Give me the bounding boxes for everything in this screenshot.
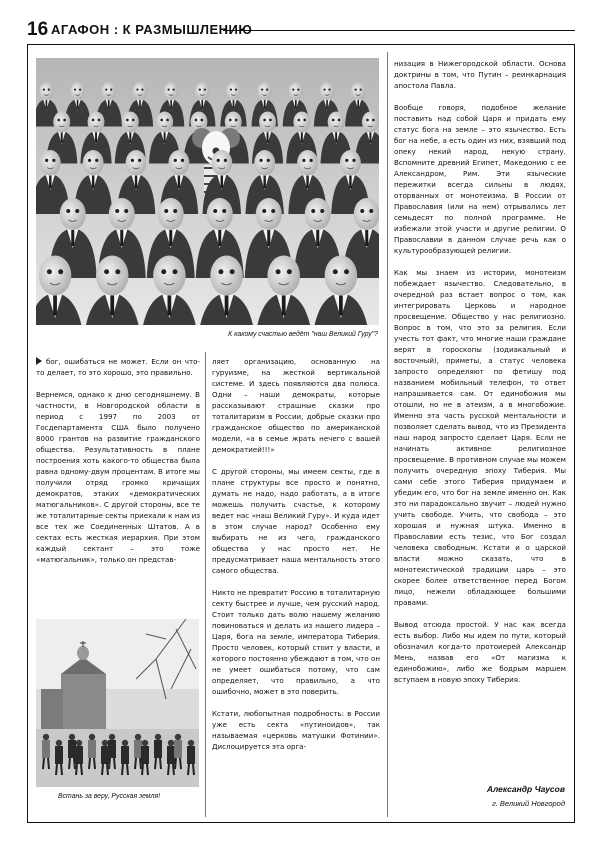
paragraph: ляет организацию, основанную на гуруизме, на жесткой вертикальной системе. И здесь появляются два полюса. Одни – наши демократы, которые рассказывают страшные сказки про тоталитаризм в России, добрые сказки про гражданское общество по американской модели, «а в семье жрать нечего с вашей демократией!!!» (212, 357, 380, 454)
paragraph: С другой стороны, мы имеем секты, где в плане структуры все просто и понятно, думать не надо, надо работать, а в итоге можешь получить счастье, к которому ведет нас «наш Великий Гуру». И куда идет в этом случае народ? Особенно ему выбирать не из чего, гражданского общества у нас просто нет. Не предусматривает наша ментальность этого самого общества. (212, 467, 380, 575)
continuation-marker-icon (36, 357, 42, 365)
crowd-illustration (36, 58, 379, 325)
author-name: Александр Чаусов (486, 784, 565, 794)
page-header (27, 18, 575, 44)
text-column-middle (212, 356, 380, 752)
paragraph: бог, ошибаться не может. Если он что-то делает, то это хорошо, это правильно. (36, 357, 200, 377)
procession-illustration (36, 619, 199, 787)
column-divider-left (205, 352, 206, 817)
paragraph: Вывод отсюда простой. У нас как всегда есть выбор. Либо мы идем по пути, который обозначил когда-то протоиерей Александр Мень, назвав его «От магизма к единобожию», либо же бодрым маршем вступаем в новую эпоху Тиберия. (394, 620, 566, 684)
paragraph: Вернемся, однако к дню сегодняшнему. В частности, в Новгородской области в период с 1997 по 2003 от Госдепартамента США было получено 8000 грантов на развитие гражданского общества. Результативность в плане построения хоть какого-то общества была равна одному-двум процентам. В итоге мы получили отряд громко кричащих демократов, этаких «демократических матюгальников». С другой стороны, все те же тоталитарные секты приехали к нам из все тех же Соединенных Штатов. А в сектах есть жесткая иерархия. При этом каждый сектант – это тоже «матюгальник», только он представ- (36, 390, 200, 564)
photo-bottom (36, 619, 199, 787)
paragraph: Никто не превратит Россию в тоталитарную секту быстрее и лучше, чем русский народ. Стоит только дать волю нашему желанию повиноваться и делать из нашего лидера – Царя, бога на земле, императора Тиберия. Просто человек, который стоит у власти, и которого постоянно убеждают в том, что он не умеет ошибаться потому, что сам определяет, что правильно, а что ошибочно, может в это поверить. (212, 588, 380, 696)
text-column-right (394, 58, 566, 685)
text-column-left (36, 356, 200, 565)
paragraph: низация в Нижегородской области. Основа доктрины в том, что Путин – реинкарнация апостола Павла. (394, 59, 566, 90)
header-rule (223, 30, 575, 31)
photo-top (36, 58, 379, 325)
paragraph: Вообще говоря, подобное желание поставить над собой Царя и придать ему статус бога на земле – это язычество. Есть бог на небе, а есть один из них, взявший под опеку некий народ, некую страну. Вспомните древний Египет, Македонию с ее Александром, Рим. Эти языческие пережитки всегда сильны в людях, оторванных от монотеизма. В России от Православия (или на нем) отрывались лет семьдесят по полной программе. Не избежали этой участи и другие религии. О Православии в данном случае речь как о культурообразующей религии. (394, 103, 566, 255)
column-divider-right (387, 352, 388, 817)
author-location: г. Великий Новгород (492, 799, 565, 808)
column-divider-photo (387, 52, 388, 352)
page-number: 16 (27, 19, 49, 40)
paragraph: Кстати, любопытная подробность: в России уже есть секта «путиноидов», так называемая «церковь матушки Фотинии». Дислоцируется эта орга- (212, 709, 380, 751)
photo-bottom-caption: Встань за веру, Русская земля! (58, 793, 161, 800)
paragraph: Как мы знаем из истории, монотеизм побеждает язычество. Следовательно, в очередной раз встает вопрос о том, как интегрировать Церковь и народное просвещение. Общество у нас религиозно. Вопрос в том, что это за религия. Если учесть тот факт, что многие наши граждане верят в гороскопы (зодиакальный и восточный), приметы, а статус человека запросто определяют по фетишу под названием мобильный телефон, то ответ напрашивается сам. От единобожия мы отошли, но не в атеизм, а в многобожие. Именно эта часть русской ментальности и позволяет сделать вывод, что из Президента наш народ запросто сделает Царя. Если не начинать активное религиозное просвещение. В противном случае мы можем получить очередную эпоху Тиберия. Мы сами себе этого Тиберия придумаем и убедим его, что бог на земле именно он. Как это ни парадоксально звучит – людей нужно учить свободе. Учить, что свобода – это хорошая и нужная штука. Именно в Православии есть тезис, что Бог создал человека свободным. Кстати и о царской власти можно сказать, что в монотеистической традиции царь – это скорее более ответственное перед Богом лицо, нежели обладающее большими правами. (394, 268, 566, 607)
photo-top-caption: К какому счастью ведёт "наш Великий Гуру"? (228, 331, 378, 338)
rubric-title: АГАФОН : К РАЗМЫШЛЕНИЮ (51, 22, 253, 37)
